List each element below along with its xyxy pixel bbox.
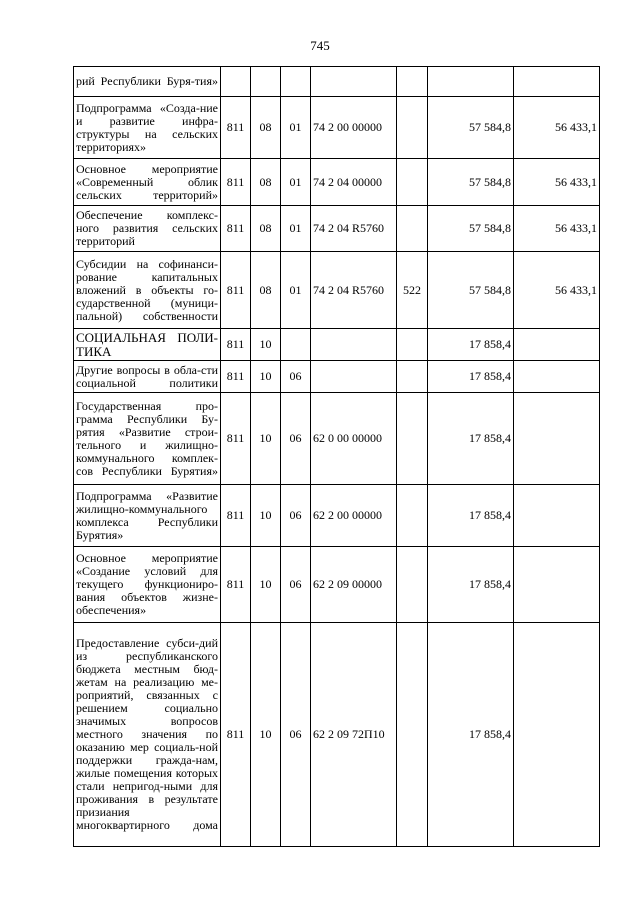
table-row bbox=[74, 623, 600, 847]
expense-type-cell bbox=[397, 159, 428, 206]
target-code-cell bbox=[311, 329, 397, 361]
expense-type-cell bbox=[397, 623, 428, 847]
sum-year1-cell: 17 858,4 bbox=[428, 329, 514, 361]
expense-type-cell bbox=[397, 67, 428, 97]
expense-type-cell bbox=[397, 485, 428, 547]
expense-type-cell bbox=[397, 329, 428, 361]
subsection-code-cell bbox=[281, 329, 311, 361]
admin-code-cell: 811 bbox=[221, 393, 251, 485]
admin-code-cell: 811 bbox=[221, 206, 251, 252]
target-code-cell: 74 2 04 00000 bbox=[311, 159, 397, 206]
table-row bbox=[74, 393, 600, 485]
admin-code-cell: 811 bbox=[221, 547, 251, 623]
section-code-cell: 10 bbox=[251, 623, 281, 847]
row-name-cell: Предоставление субси-дий из республиканского бюджета местным бюд-жетам на реализацию ме-роприятий, связанных с решением социально значимых вопросов местного значения по оказанию мер социаль-ной поддержки гражда-нам, жилые помещения которых стали непригод-ными для проживания в результате призиания многоквартирного дома bbox=[74, 623, 221, 847]
sum-year2-cell: 56 433,1 bbox=[514, 206, 600, 252]
table-row bbox=[74, 361, 600, 393]
page-number: 745 bbox=[310, 38, 330, 53]
admin-code-cell bbox=[221, 67, 251, 97]
sum-year1-cell: 17 858,4 bbox=[428, 547, 514, 623]
sum-year1-cell: 17 858,4 bbox=[428, 623, 514, 847]
sum-year2-cell: 56 433,1 bbox=[514, 97, 600, 159]
row-name-cell: Основное мероприятие «Создание условий для текущего функциониро-вания объектов жизне-обеспечения» bbox=[74, 547, 221, 623]
table-row bbox=[74, 67, 600, 97]
subsection-code-cell: 06 bbox=[281, 547, 311, 623]
expense-type-cell bbox=[397, 206, 428, 252]
expense-type-cell bbox=[397, 361, 428, 393]
section-code-cell: 10 bbox=[251, 329, 281, 361]
sum-year2-cell bbox=[514, 393, 600, 485]
subsection-code-cell bbox=[281, 67, 311, 97]
subsection-code-cell: 01 bbox=[281, 252, 311, 329]
target-code-cell: 62 2 00 00000 bbox=[311, 485, 397, 547]
expense-type-cell: 522 bbox=[397, 252, 428, 329]
section-code-cell: 08 bbox=[251, 252, 281, 329]
admin-code-cell: 811 bbox=[221, 623, 251, 847]
target-code-cell: 62 2 09 72П10 bbox=[311, 623, 397, 847]
section-code-cell: 08 bbox=[251, 97, 281, 159]
row-name-cell: Подпрограмма «Созда-ние и развитие инфра-структуры на сельских территориях» bbox=[74, 97, 221, 159]
target-code-cell: 74 2 04 R5760 bbox=[311, 206, 397, 252]
row-name-cell: рий Республики Буря-тия» bbox=[74, 67, 221, 97]
subsection-code-cell: 01 bbox=[281, 206, 311, 252]
section-code-cell: 10 bbox=[251, 393, 281, 485]
budget-table bbox=[73, 66, 600, 847]
expense-type-cell bbox=[397, 547, 428, 623]
table-row bbox=[74, 159, 600, 206]
sum-year1-cell: 17 858,4 bbox=[428, 485, 514, 547]
sum-year2-cell bbox=[514, 547, 600, 623]
sum-year1-cell: 57 584,8 bbox=[428, 97, 514, 159]
subsection-code-cell: 06 bbox=[281, 361, 311, 393]
table-row bbox=[74, 485, 600, 547]
expense-type-cell bbox=[397, 97, 428, 159]
sum-year2-cell: 56 433,1 bbox=[514, 252, 600, 329]
admin-code-cell: 811 bbox=[221, 97, 251, 159]
sum-year2-cell bbox=[514, 623, 600, 847]
target-code-cell: 74 2 00 00000 bbox=[311, 97, 397, 159]
sum-year1-cell: 17 858,4 bbox=[428, 361, 514, 393]
admin-code-cell: 811 bbox=[221, 329, 251, 361]
expense-type-cell bbox=[397, 393, 428, 485]
section-code-cell: 10 bbox=[251, 485, 281, 547]
table-row bbox=[74, 547, 600, 623]
sum-year2-cell: 56 433,1 bbox=[514, 159, 600, 206]
target-code-cell: 62 0 00 00000 bbox=[311, 393, 397, 485]
table-row bbox=[74, 329, 600, 361]
section-code-cell: 08 bbox=[251, 159, 281, 206]
sum-year2-cell bbox=[514, 329, 600, 361]
section-code-cell: 10 bbox=[251, 361, 281, 393]
subsection-code-cell: 06 bbox=[281, 485, 311, 547]
subsection-code-cell: 06 bbox=[281, 623, 311, 847]
target-code-cell: 62 2 09 00000 bbox=[311, 547, 397, 623]
sum-year2-cell bbox=[514, 361, 600, 393]
sum-year1-cell: 17 858,4 bbox=[428, 393, 514, 485]
table-row bbox=[74, 97, 600, 159]
sum-year1-cell: 57 584,8 bbox=[428, 206, 514, 252]
row-name-cell: Субсидии на софинанси-рование капитальных вложений в объекты го-сударственной (муници-пальной) собственности bbox=[74, 252, 221, 329]
section-code-cell: 08 bbox=[251, 206, 281, 252]
admin-code-cell: 811 bbox=[221, 159, 251, 206]
sum-year1-cell bbox=[428, 67, 514, 97]
sum-year2-cell bbox=[514, 485, 600, 547]
row-name-cell: СОЦИАЛЬНАЯ ПОЛИ-ТИКА bbox=[74, 329, 221, 361]
target-code-cell bbox=[311, 67, 397, 97]
section-code-cell bbox=[251, 67, 281, 97]
sum-year2-cell bbox=[514, 67, 600, 97]
subsection-code-cell: 01 bbox=[281, 97, 311, 159]
row-name-cell: Государственная про-грамма Республики Бу-рятия «Развитие строи-тельного и жилищно-коммунального комплек-сов Республики Бурятия» bbox=[74, 393, 221, 485]
row-name-cell: Основное мероприятие «Современный облик сельских территорий» bbox=[74, 159, 221, 206]
sum-year1-cell: 57 584,8 bbox=[428, 252, 514, 329]
section-code-cell: 10 bbox=[251, 547, 281, 623]
row-name-cell: Другие вопросы в обла-сти социальной политики bbox=[74, 361, 221, 393]
admin-code-cell: 811 bbox=[221, 252, 251, 329]
table-row bbox=[74, 252, 600, 329]
admin-code-cell: 811 bbox=[221, 361, 251, 393]
sum-year1-cell: 57 584,8 bbox=[428, 159, 514, 206]
subsection-code-cell: 01 bbox=[281, 159, 311, 206]
admin-code-cell: 811 bbox=[221, 485, 251, 547]
row-name-cell: Обеспечение комплекс-ного развития сельских территорий bbox=[74, 206, 221, 252]
row-name-cell: Подпрограмма «Развитие жилищно-коммунального комплекса Республики Бурятия» bbox=[74, 485, 221, 547]
table-row bbox=[74, 206, 600, 252]
subsection-code-cell: 06 bbox=[281, 393, 311, 485]
target-code-cell: 74 2 04 R5760 bbox=[311, 252, 397, 329]
target-code-cell bbox=[311, 361, 397, 393]
